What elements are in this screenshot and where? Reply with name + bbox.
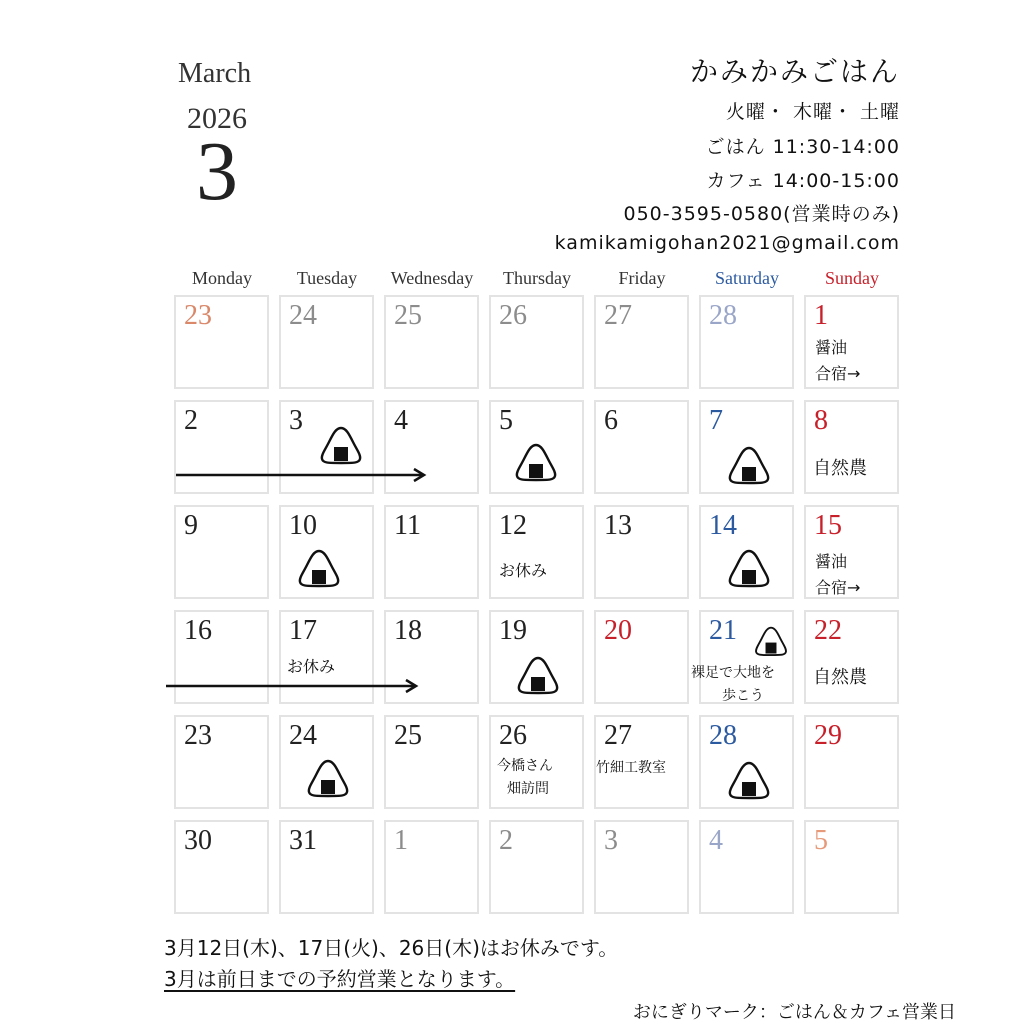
cafe-hours: カフェ 14:00-15:00 [706,170,900,192]
day-number: 9 [184,510,198,541]
day-number: 3 [604,825,618,856]
day-cell [279,295,374,389]
day-number: 5 [499,405,513,436]
day-cell [174,295,269,389]
phone-number: 050-3595-0580(営業時のみ) [623,203,900,225]
day-number: 1 [814,300,828,331]
day-cell [594,505,689,599]
day-cell [174,820,269,914]
day-cell [174,505,269,599]
day-number: 22 [814,615,842,646]
event-note: お休み [287,657,336,676]
event-note: 自然農 [813,458,867,479]
day-cell [384,295,479,389]
event-note: 今橋さん [497,758,553,774]
onigiri-icon [318,425,364,469]
day-number: 1 [394,825,408,856]
day-number: 28 [709,720,737,751]
day-number: 14 [709,510,737,541]
day-cell [489,505,584,599]
onigiri-icon [515,655,561,699]
day-number: 24 [289,300,317,331]
event-note: 合宿→ [815,364,861,383]
day-cell [384,715,479,809]
day-number: 8 [814,405,828,436]
day-number: 27 [604,300,632,331]
onigiri-icon [753,625,789,661]
event-note: 自然農 [813,667,867,688]
day-number: 26 [499,720,527,751]
day-cell [594,610,689,704]
day-number: 4 [709,825,723,856]
onigiri-icon [305,758,351,802]
weekday-tuesday: Tuesday [296,268,358,288]
event-note: 畑訪問 [507,781,549,797]
day-number: 18 [394,615,422,646]
weekday-friday: Friday [618,268,666,288]
business-days: 火曜・ 木曜・ 土曜 [725,101,900,123]
shop-name: かみかみごはん [689,55,900,88]
day-number: 7 [709,405,723,436]
day-number: 28 [709,300,737,331]
day-number: 12 [499,510,527,541]
reservation-notice: 3月は前日までの予約営業となります。 [164,967,516,991]
day-number: 2 [184,405,198,436]
onigiri-icon [513,442,559,486]
day-number: 31 [289,825,317,856]
day-number: 30 [184,825,212,856]
day-cell [699,820,794,914]
day-cell [804,610,899,704]
weekday-monday: Monday [192,268,252,288]
multi-day-arrow [170,466,432,484]
gohan-hours: ごはん 11:30-14:00 [705,136,900,158]
day-number: 2 [499,825,513,856]
day-cell [489,295,584,389]
event-note: 裸足で大地を [691,665,775,681]
day-number: 25 [394,720,422,751]
closed-days-notice: 3月12日(木)、17日(火)、26日(木)はお休みです。 [164,936,619,960]
email-address: kamikamigohan2021@gmail.com [554,232,900,254]
year: 2026 [187,102,247,135]
day-cell [594,295,689,389]
day-number: 25 [394,300,422,331]
day-cell [384,505,479,599]
day-number: 3 [289,405,303,436]
day-cell [384,820,479,914]
day-number: 19 [499,615,527,646]
day-cell [804,820,899,914]
weekday-wednesday: Wednesday [390,268,474,288]
event-note: 醤油 [815,338,848,357]
event-note: お休み [499,561,548,580]
weekday-thursday: Thursday [503,268,571,288]
onigiri-legend: おにぎりマーク：ごはん＆カフェ営業日 [632,1002,956,1023]
day-cell [804,715,899,809]
day-cell [594,820,689,914]
onigiri-icon [726,760,772,804]
onigiri-icon [726,445,772,489]
onigiri-icon [296,548,342,592]
month-name: March [178,58,252,89]
day-cell [699,295,794,389]
onigiri-icon [726,548,772,592]
day-number: 15 [814,510,842,541]
event-note: 醤油 [815,552,848,571]
day-number: 23 [184,720,212,751]
day-number: 24 [289,720,317,751]
event-note: 竹細工教室 [596,760,666,776]
day-number: 29 [814,720,842,751]
day-number: 4 [394,405,408,436]
day-number: 11 [394,510,421,541]
day-number: 27 [604,720,632,751]
day-number: 23 [184,300,212,331]
day-number: 17 [289,615,317,646]
event-note: 合宿→ [815,578,861,597]
day-cell [174,715,269,809]
day-number: 5 [814,825,828,856]
day-number: 10 [289,510,317,541]
day-cell [279,820,374,914]
weekday-saturday: Saturday [715,268,779,288]
multi-day-arrow [162,677,424,695]
day-number: 21 [709,615,737,646]
event-note: 歩こう [722,688,764,704]
month-number: 3 [196,125,238,218]
day-number: 6 [604,405,618,436]
day-number: 26 [499,300,527,331]
weekday-sunday: Sunday [825,268,879,288]
day-number: 20 [604,615,632,646]
day-cell [594,400,689,494]
day-number: 16 [184,615,212,646]
day-number: 13 [604,510,632,541]
day-cell [489,820,584,914]
